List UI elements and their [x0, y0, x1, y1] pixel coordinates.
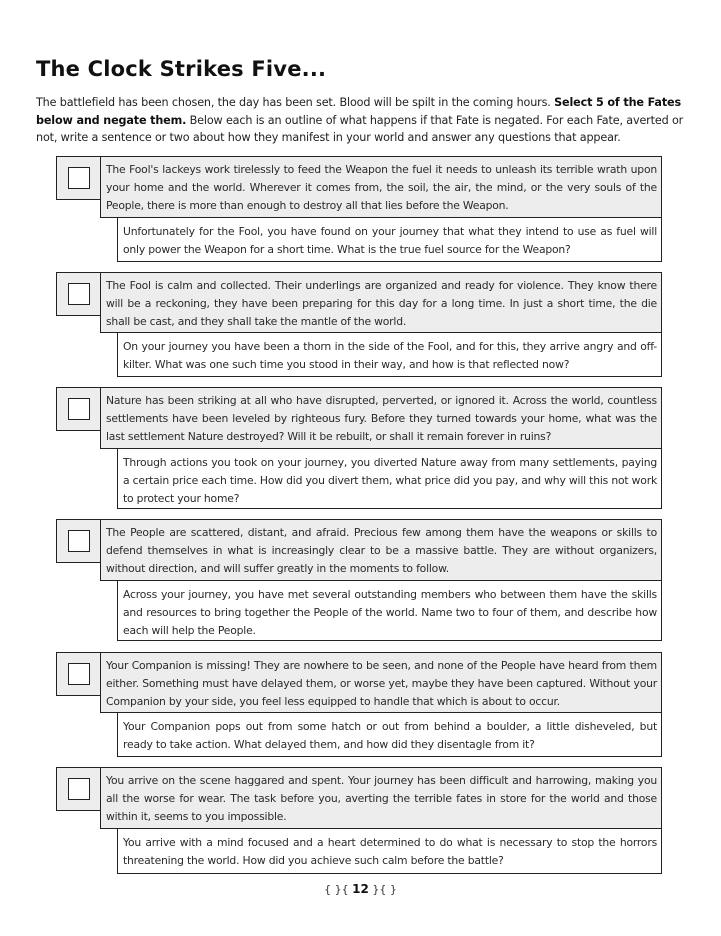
page-number: 12 [352, 882, 369, 896]
fate-checkbox[interactable] [68, 167, 90, 189]
fate-description: The Fool's lackeys work tirelessly to feed the Weapon the fuel it needs to unleash its terrible wrath upon your home and the world. Wherever it comes from, the soil, the air, the mind, or the very souls of the People, there is more than enough to destroy all that lies before the Weapon. [100, 156, 662, 218]
intro-instruction: Select 5 of the Fates below and negate them. [36, 96, 681, 127]
intro-text-continued: Below each is an outline of what happens if that Fate is negated. For each Fate, averted or not, write a sentence or two about how they manifest in your world and answer any questions that appear. [36, 113, 684, 145]
negated-outcome: On your journey you have been a thorn in the side of the Fool, and for this, they arrive angry and off-kilter. What was one such time you stood in their way, and how is that reflected now? [117, 333, 662, 377]
fate-description: Nature has been striking at all who have disrupted, perverted, or ignored it. Across the world, countless settlements have been leveled by righteous fury. Before they turned towards your home, what was the last settlement Nature destroyed? Will it be rebuilt, or shall it remain forever in ruins? [100, 387, 662, 449]
fate-checkbox[interactable] [68, 663, 90, 685]
fate-description: The People are scattered, distant, and afraid. Precious few among them have the weapons or skills to defend themselves in what is increasingly clear to be a massive battle. They are without organizers, without direction, and will suffer greatly in the moments to follow. [100, 519, 662, 581]
page-footer [0, 882, 721, 896]
footer-brace-open: { [341, 883, 353, 896]
negated-outcome: Across your journey, you have met several outstanding members who between them have the skills and resources to bring together the People of the world. Name two to four of them, and describe how each will help the People. [117, 581, 662, 641]
fate-checkbox[interactable] [68, 283, 90, 305]
negated-outcome: You arrive with a mind focused and a heart determined to do what is necessary to stop the horrors threatening the world. How did you achieve such calm before the battle? [117, 829, 662, 874]
checkbox-frame [56, 767, 100, 811]
fate-description: Your Companion is missing! They are nowhere to be seen, and none of the People have heard from them either. Something must have delayed them, or worse yet, maybe they have been captured. Without your Companion by your side, you feel less equipped to handle that which is about to occur. [100, 652, 662, 713]
fate-checkbox[interactable] [68, 530, 90, 552]
checkbox-frame [56, 387, 100, 431]
intro-text: The battlefield has been chosen, the day has been set. Blood will be spilt in the coming hours. [36, 96, 555, 109]
negated-outcome: Through actions you took on your journey, you diverted Nature away from many settlements, paying a certain price each time. How did you divert them, what price did you pay, and why will this not work to protect your home? [117, 449, 662, 509]
footer-ornament-right: { } [379, 883, 397, 896]
fate-checkbox[interactable] [68, 398, 90, 420]
fate-description: You arrive on the scene haggared and spent. Your journey has been difficult and harrowing, making you all the worse for wear. The task before you, averting the terrible fates in store for the world and those within it, seems to you impossible. [100, 767, 662, 829]
checkbox-frame [56, 652, 100, 696]
footer-ornament-left: { } [324, 883, 342, 896]
negated-outcome: Unfortunately for the Fool, you have found on your journey that what they intend to use as fuel will only power the Weapon for a short time. What is the true fuel source for the Weapon? [117, 218, 662, 262]
page-title: The Clock Strikes Five... [36, 57, 327, 81]
checkbox-frame [56, 519, 100, 563]
intro-paragraph [36, 94, 686, 147]
checkbox-frame [56, 272, 100, 316]
checkbox-frame [56, 156, 100, 200]
negated-outcome: Your Companion pops out from some hatch or out from behind a boulder, a little disheveled, but ready to take action. What delayed them, and how did they disentagle from it? [117, 713, 662, 757]
footer-brace-close: } [368, 883, 380, 896]
fate-description: The Fool is calm and collected. Their underlings are organized and ready for violence. They know there will be a reckoning, they have been preparing for this day for a long time. In just a short time, the die shall be cast, and they shall take the mantle of the world. [100, 272, 662, 333]
fate-checkbox[interactable] [68, 778, 90, 800]
